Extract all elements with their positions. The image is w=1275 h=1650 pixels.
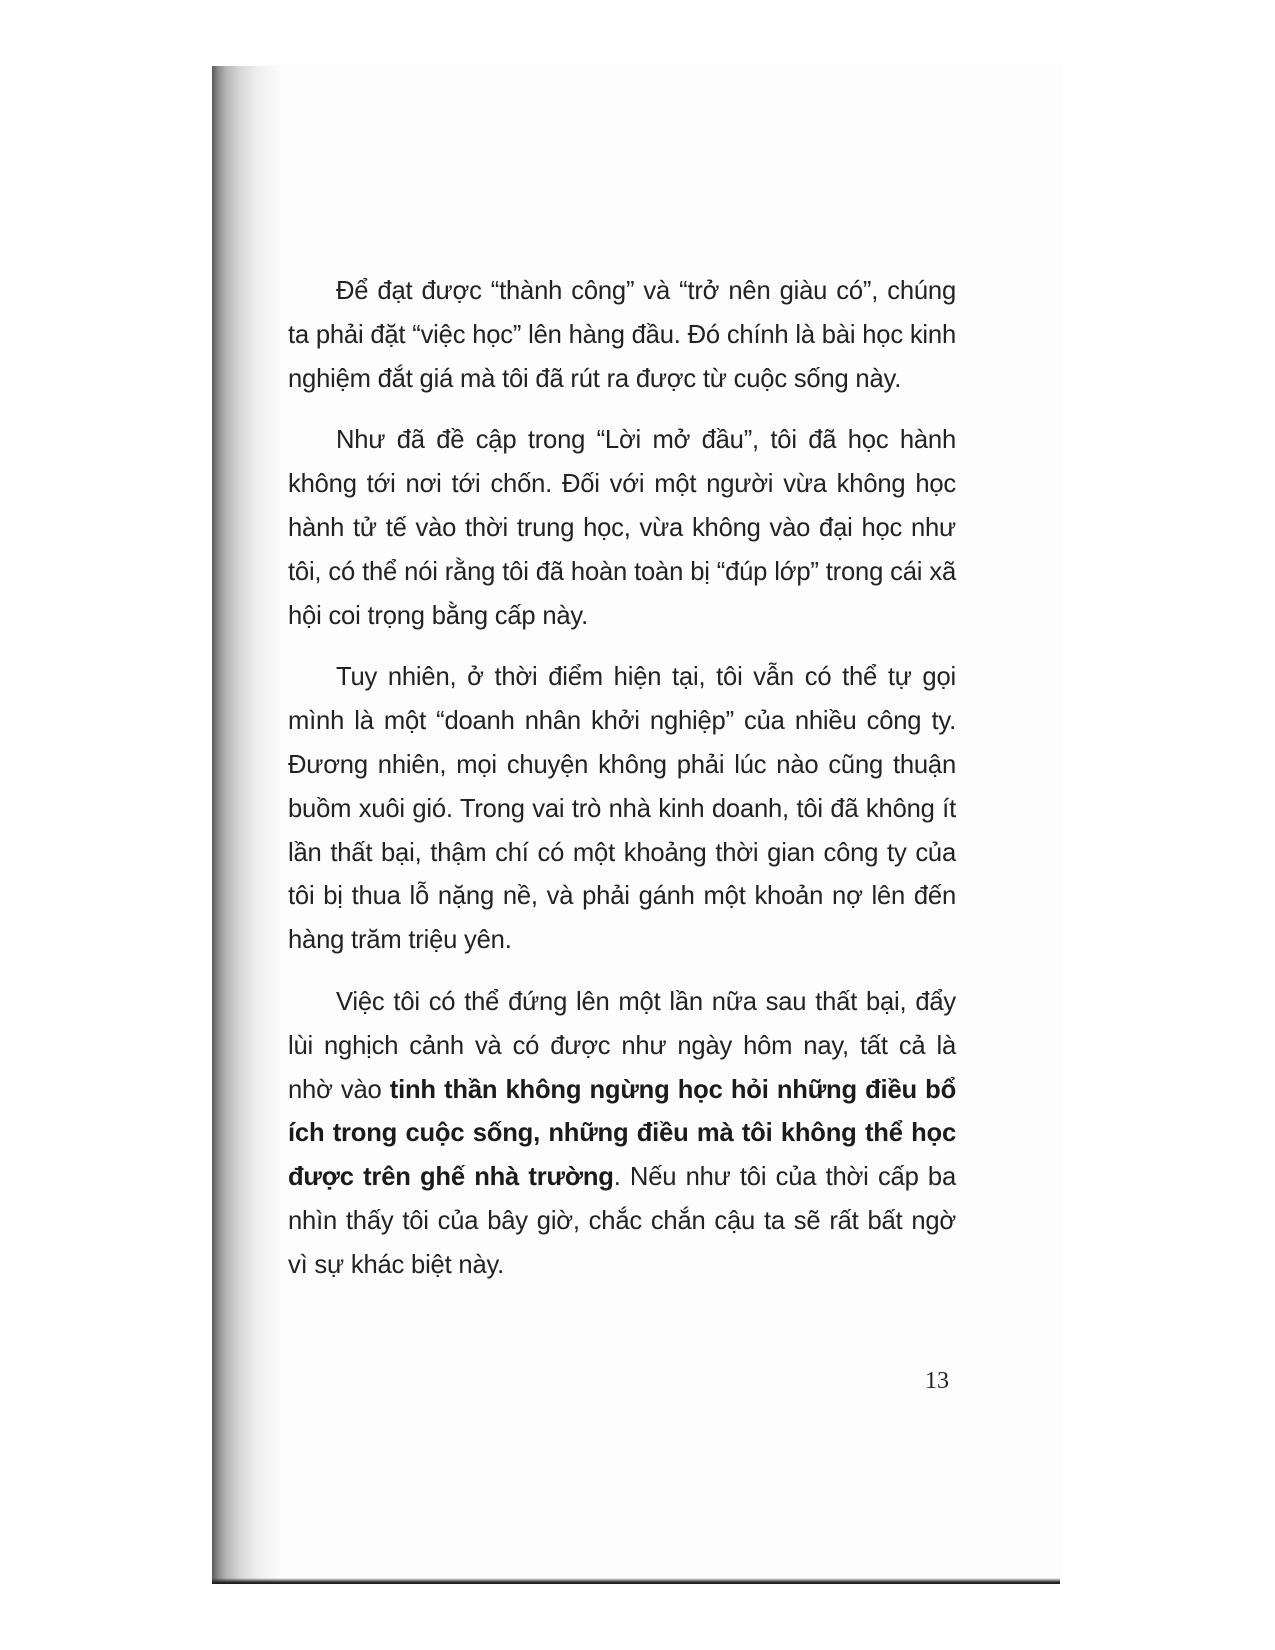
paragraph-4-lead: Việc tôi có thể đứng lên một lần nữa sau thất bại, đẩy lùi nghịch cảnh và có được như ngày hôm nay, tất cả là nhờ vào — [288, 987, 956, 1104]
book-page — [212, 66, 1060, 1584]
page-number: 13 — [925, 1368, 949, 1394]
paragraph-4-tail: . Nếu như tôi của thời cấp ba nhìn thấy tôi của bây giờ, chắc chắn cậu ta sẽ rất bất ngờ vì sự khác biệt này. — [288, 1163, 956, 1279]
paragraph-3: Tuy nhiên, ở thời điểm hiện tại, tôi vẫn có thể tự gọi mình là một “doanh nhân khởi nghiệp” của nhiều công ty. Đương nhiên, mọi chuyện không phải lúc nào cũng thuận buồm xuôi gió. Trong vai trò nhà kinh doanh, tôi đã không ít lần thất bại, thậm chí có một khoảng thời gian công ty của tôi bị thua lỗ nặng nề, và phải gánh một khoản nợ lên đến hàng trăm triệu yên. — [288, 663, 956, 955]
paragraph-4 — [288, 981, 956, 1288]
page-bottom-edge — [212, 1578, 1060, 1584]
paragraph-1: Để đạt được “thành công” và “trở nên giàu có”, chúng ta phải đặt “việc học” lên hàng đầu. Đó chính là bài học kinh nghiệm đắt giá mà tôi đã rút ra được từ cuộc sống này. — [288, 277, 956, 393]
body-text — [288, 270, 956, 1306]
paragraph-2: Như đã đề cập trong “Lời mở đầu”, tôi đã học hành không tới nơi tới chốn. Đối với một người vừa không học hành tử tế vào thời trung học, vừa không vào đại học như tôi, có thể nói rằng tôi đã hoàn toàn bị “đúp lớp” trong cái xã hội coi trọng bằng cấp này. — [288, 426, 956, 630]
paragraph-4-emphasis: tinh thần không ngừng học hỏi những điều bổ ích trong cuộc sống, những điều mà tôi không thể học được trên ghế nhà trường — [288, 1075, 957, 1192]
binding-gutter-shadow — [212, 66, 282, 1584]
